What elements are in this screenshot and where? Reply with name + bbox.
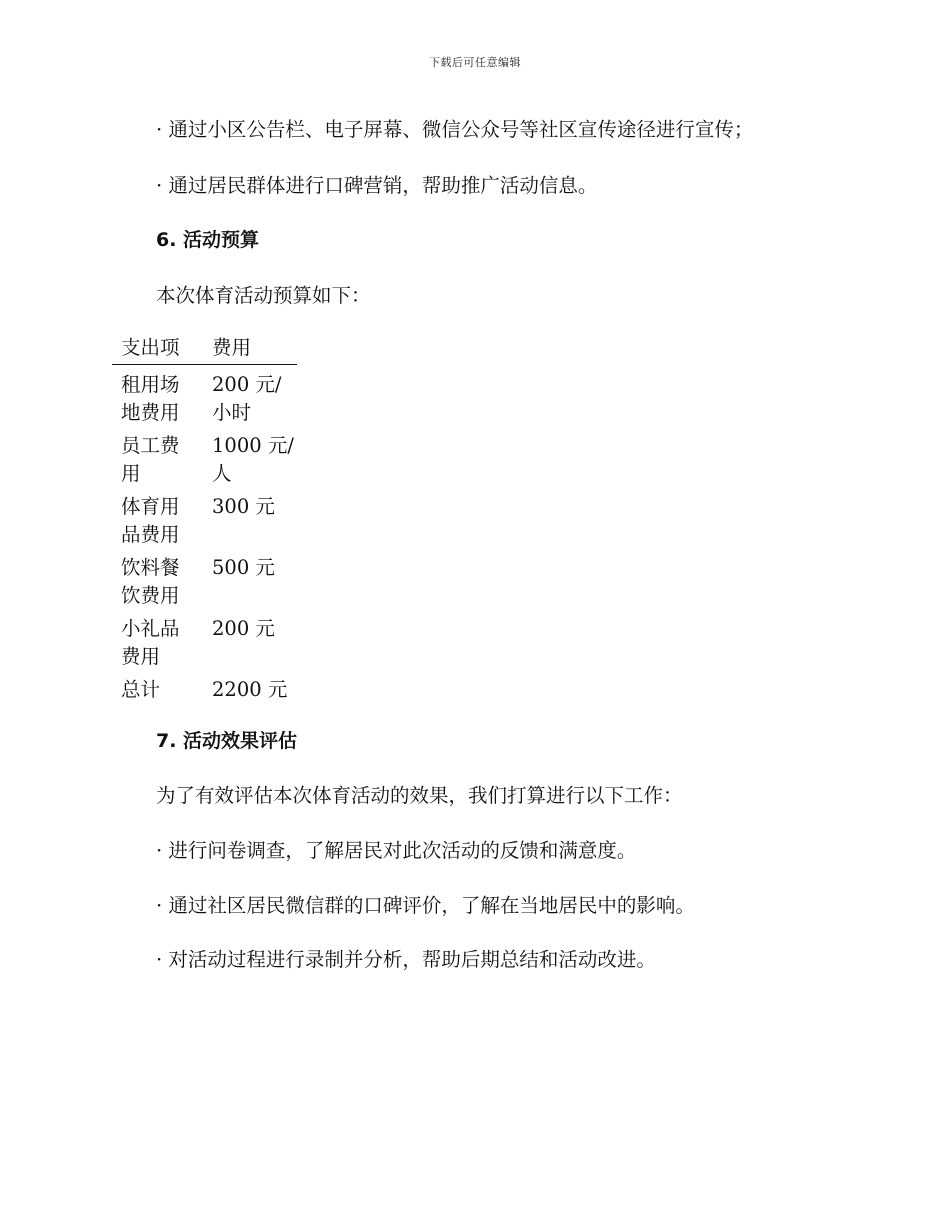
evaluation-bullet-1: · 进行问卷调查，了解居民对此次活动的反馈和满意度。 xyxy=(156,839,637,862)
budget-cost: 200 元 xyxy=(212,617,275,640)
budget-table-header-row xyxy=(112,334,297,365)
budget-item: 总计 xyxy=(121,678,161,701)
budget-item: 租用场地费用 xyxy=(121,373,180,424)
budget-table xyxy=(112,334,297,704)
budget-cost: 1000 元/人 xyxy=(212,434,294,485)
table-row xyxy=(112,549,297,610)
table-row xyxy=(112,671,297,704)
budget-heading: 6. 活动预算 xyxy=(156,229,260,251)
table-row xyxy=(112,610,297,671)
budget-intro: 本次体育活动预算如下： xyxy=(156,284,371,307)
budget-cost: 200 元/小时 xyxy=(212,373,282,424)
promotion-bullet-1: · 通过小区公告栏、电子屏幕、微信公众号等社区宣传途径进行宣传； xyxy=(156,118,754,141)
evaluation-bullet-3: · 对活动过程进行录制并分析，帮助后期总结和活动改进。 xyxy=(156,948,656,971)
evaluation-intro: 为了有效评估本次体育活动的效果，我们打算进行以下工作： xyxy=(156,784,683,807)
column-header-cost: 费用 xyxy=(212,334,297,365)
budget-cost: 500 元 xyxy=(212,556,275,579)
promotion-bullet-2: · 通过居民群体进行口碑营销，帮助推广活动信息。 xyxy=(156,174,598,197)
budget-cost: 300 元 xyxy=(212,495,275,518)
table-row xyxy=(112,427,297,488)
table-row xyxy=(112,365,297,428)
budget-item: 小礼品费用 xyxy=(121,617,180,668)
column-header-item: 支出项 xyxy=(112,334,212,365)
budget-item: 饮料餐饮费用 xyxy=(121,556,180,607)
table-row xyxy=(112,488,297,549)
budget-item: 体育用品费用 xyxy=(121,495,180,546)
page-header-note: 下载后可任意编辑 xyxy=(429,56,521,69)
budget-item: 员工费用 xyxy=(121,434,180,485)
evaluation-heading: 7. 活动效果评估 xyxy=(156,730,298,752)
budget-cost: 2200 元 xyxy=(212,678,288,701)
evaluation-bullet-2: · 通过社区居民微信群的口碑评价，了解在当地居民中的影响。 xyxy=(156,894,695,917)
